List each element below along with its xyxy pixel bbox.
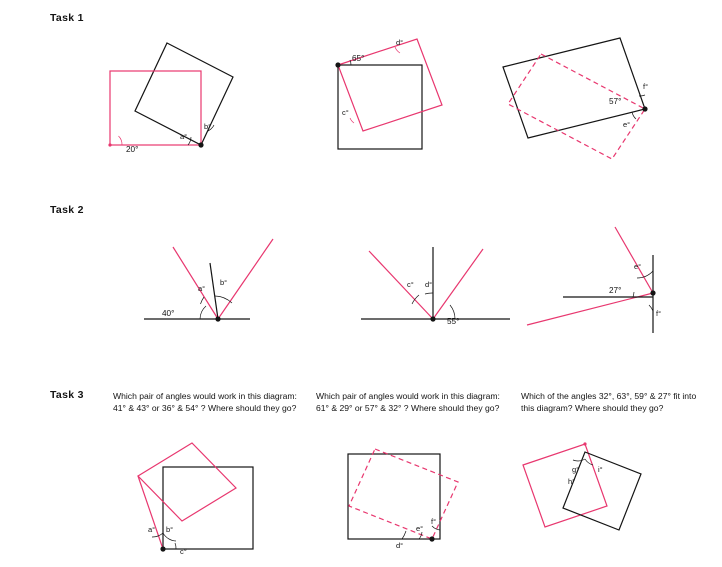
figure-task1-2: [320, 35, 460, 175]
figure-task2-3: [525, 225, 675, 340]
figure-task3-2: [330, 440, 490, 565]
label-57-deg: 57°: [609, 97, 622, 106]
task-2-label: Task 2: [50, 204, 84, 216]
label-h-deg: h°: [568, 477, 576, 486]
task-3-prompt-1: Which pair of angles would work in this diagram: 41° & 43° or 36° & 54° ? Where should they go?: [113, 391, 297, 414]
label-f-deg: f°: [656, 309, 662, 318]
label-d-deg: d°: [396, 38, 404, 47]
figure-task2-1: [140, 225, 290, 335]
label-65-deg: 65°: [352, 54, 365, 63]
figure-task1-1: [100, 35, 270, 175]
label-d-deg: d°: [425, 280, 433, 289]
figure-task3-1: [120, 440, 280, 565]
task-3-prompt-2: Which pair of angles would work in this diagram: 61° & 29° or 57° & 32° ? Where should they go?: [316, 391, 500, 414]
task-3-label: Task 3: [50, 389, 84, 401]
figure-task2-2: [355, 225, 520, 335]
label-g-deg: g°: [572, 465, 580, 474]
label-d-deg: d°: [396, 541, 404, 550]
label-55-deg: 55°: [447, 317, 460, 326]
label-c-deg: c°: [342, 108, 349, 117]
label-e-deg: e°: [416, 524, 424, 533]
task-3-prompt-3: Which of the angles 32°, 63°, 59° & 27° fit into this diagram? Where should they go?: [521, 391, 697, 414]
label-a-deg: a°: [198, 284, 206, 293]
figure-task3-3: [515, 440, 675, 565]
label-c-deg: c°: [180, 547, 187, 556]
label-b-deg: b°: [220, 278, 228, 287]
label-20-deg: 20°: [126, 145, 139, 154]
label-e-deg: e°: [634, 262, 642, 271]
label-e-deg: e°: [623, 120, 631, 129]
label-40-deg: 40°: [162, 309, 175, 318]
label-a-deg: a°: [180, 132, 188, 141]
label-i-deg: i°: [598, 465, 603, 474]
label-f-deg: f°: [431, 517, 437, 526]
label-b-deg: b°: [166, 525, 174, 534]
label-a-deg: a°: [148, 525, 156, 534]
label-b-deg: b°: [204, 122, 212, 131]
label-c-deg: c°: [407, 280, 414, 289]
label-27-deg: 27°: [609, 286, 622, 295]
figure-task1-3: [495, 35, 675, 175]
label-f-deg: f°: [643, 82, 649, 91]
task-1-label: Task 1: [50, 12, 84, 24]
